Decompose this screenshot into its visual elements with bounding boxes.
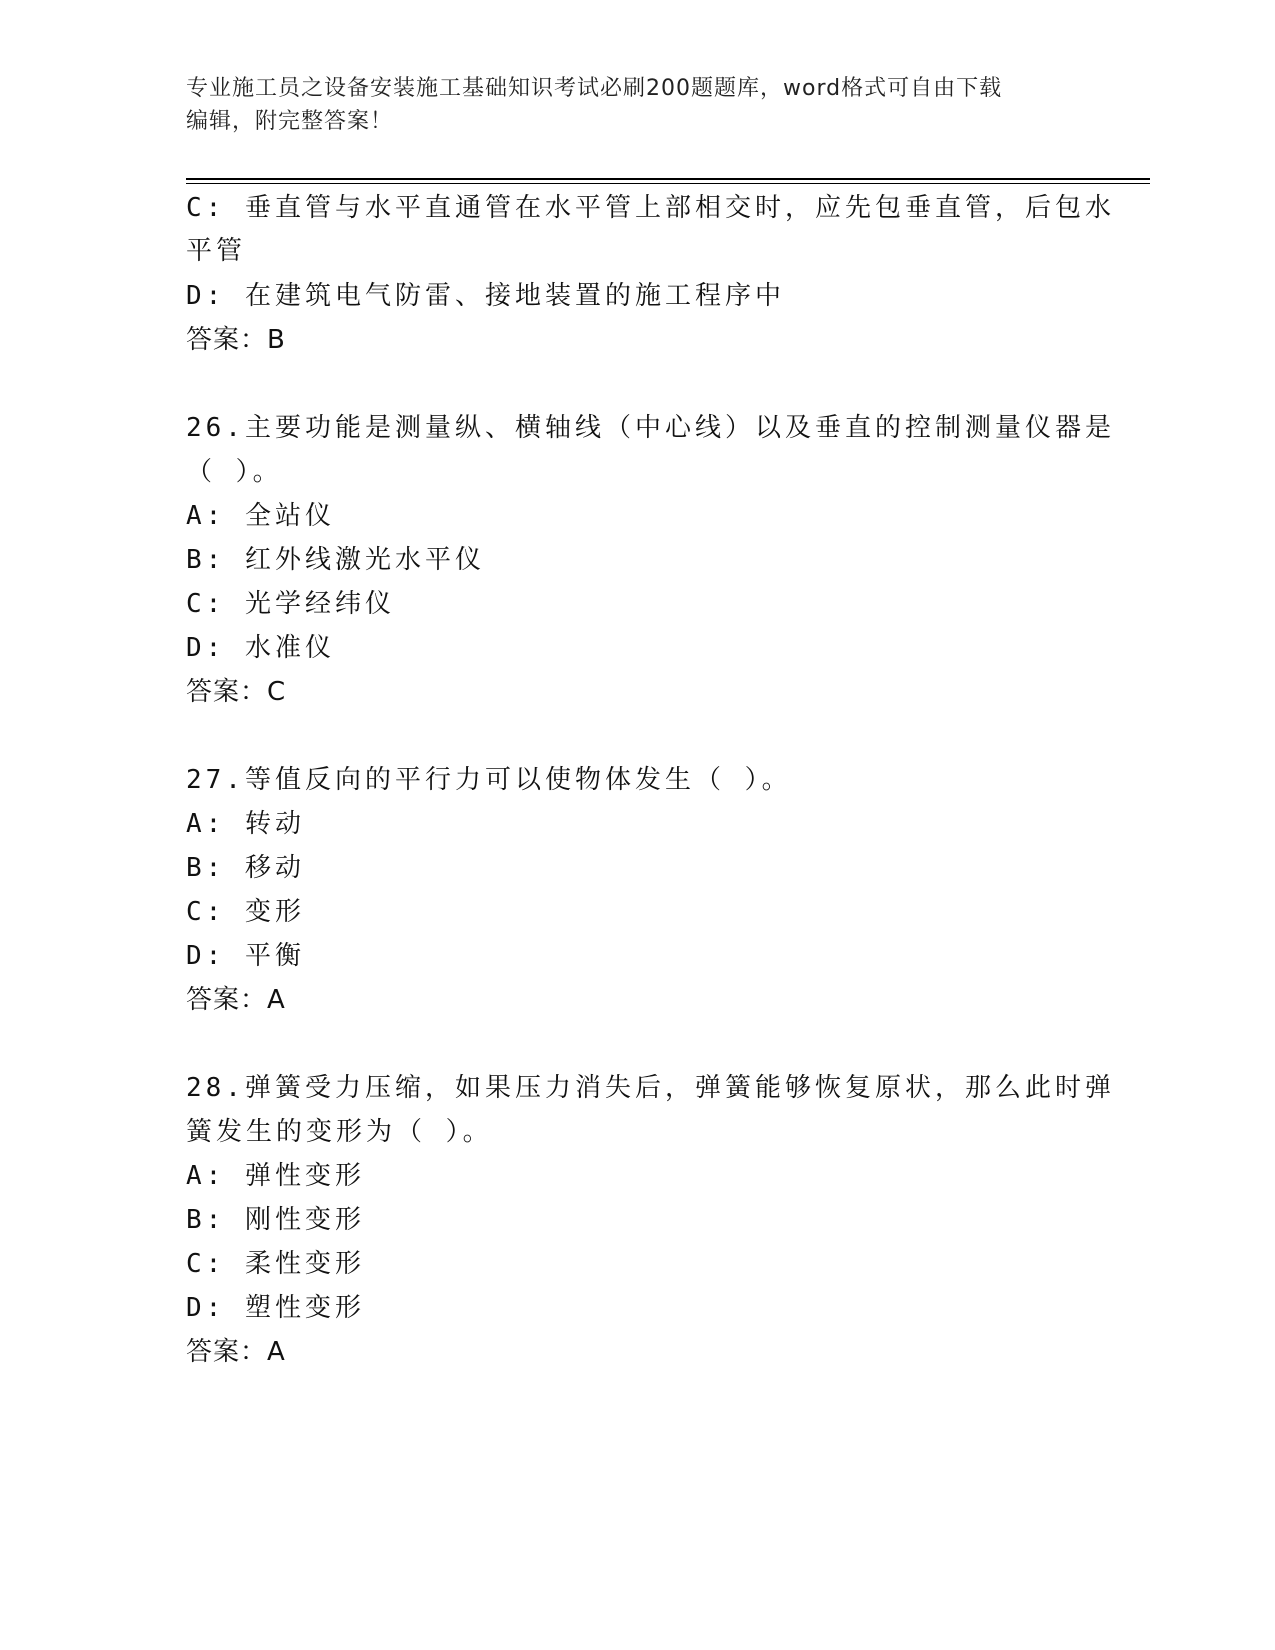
header-divider-thin [186,183,1150,184]
q28-option-a: A: 弹性变形 [186,1161,365,1191]
document-header [186,72,1066,138]
header-line-1: 专业施工员之设备安装施工基础知识考试必刷200题题库，word格式可自由下载 [186,76,1003,101]
q26-option-c: C: 光学经纬仪 [186,589,395,619]
q28-stem-line-2: 簧发生的变形为（ ）。 [186,1117,493,1147]
q27-option-b: B: 移动 [186,853,305,883]
q26-option-a: A: 全站仪 [186,501,335,531]
prev-option-c-line-2: 平管 [186,236,247,266]
q26-stem-line-1: 26.主要功能是测量纵、横轴线（中心线）以及垂直的控制测量仪器是 [186,413,1115,443]
q26-option-d: D: 水准仪 [186,633,335,663]
prev-answer: 答案：B [186,325,286,355]
q28-answer: 答案：A [186,1337,286,1367]
q27-answer: 答案：A [186,985,286,1015]
q26-option-b: B: 红外线激光水平仪 [186,545,485,575]
prev-option-c-line-1: C: 垂直管与水平直通管在水平管上部相交时，应先包垂直管，后包水 [186,193,1115,223]
q27-option-d: D: 平衡 [186,941,305,971]
q28-option-b: B: 刚性变形 [186,1205,365,1235]
header-divider-thick [186,178,1150,180]
q27-stem-line-1: 27.等值反向的平行力可以使物体发生（ ）。 [186,765,792,795]
q28-stem-line-1: 28.弹簧受力压缩，如果压力消失后，弹簧能够恢复原状，那么此时弹 [186,1073,1115,1103]
q27-option-c: C: 变形 [186,897,305,927]
header-line-2: 编辑，附完整答案！ [186,109,394,134]
q28-option-d: D: 塑性变形 [186,1293,365,1323]
q28-option-c: C: 柔性变形 [186,1249,365,1279]
q27-option-a: A: 转动 [186,809,305,839]
prev-option-d: D: 在建筑电气防雷、接地装置的施工程序中 [186,281,785,311]
q26-stem-line-2: （ ）。 [186,457,283,487]
q26-answer: 答案：C [186,677,287,707]
